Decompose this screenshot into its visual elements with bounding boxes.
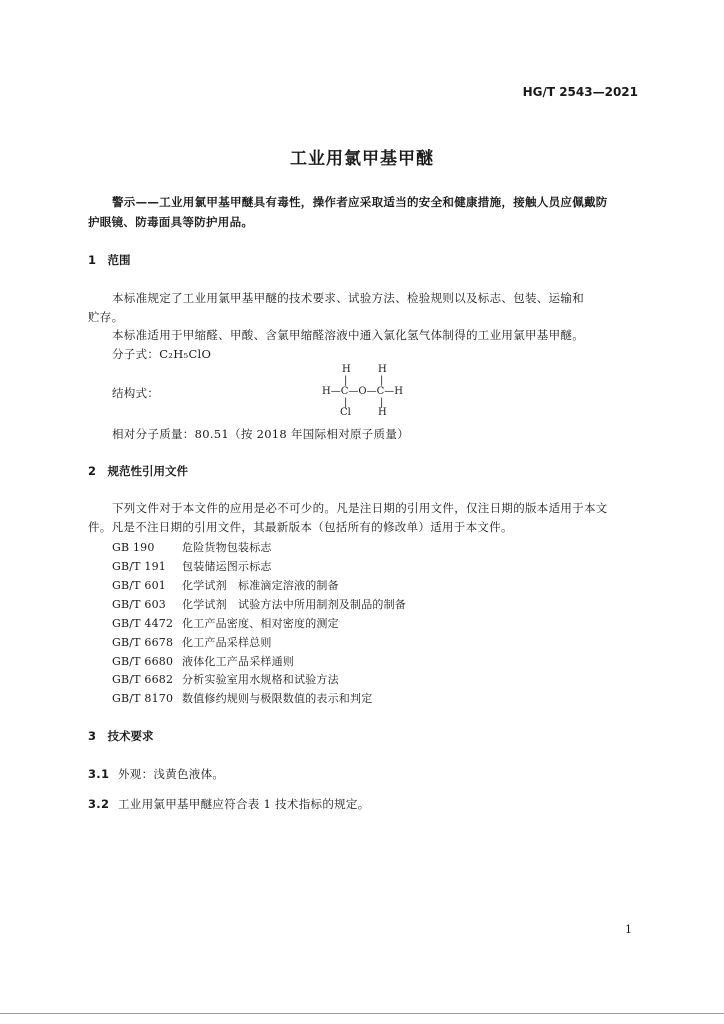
structure-bond-top-right: | — [380, 375, 384, 386]
refs-intro-line-2: 件。凡是不注日期的引用文件，其最新版本（包括所有的修改单）适用于本文件。 — [88, 520, 513, 534]
clause-text: 外观：浅黄色液体。 — [118, 767, 225, 781]
scope-para-1-line-2: 贮存。 — [88, 310, 124, 324]
reference-code: GB 190 — [112, 541, 155, 554]
clause-text: 工业用氯甲基甲醚应符合表 1 技术指标的规定。 — [118, 797, 370, 811]
reference-title: 化工产品密度、相对密度的测定 — [182, 617, 339, 630]
reference-code: GB/T 4472 — [112, 617, 174, 630]
reference-title: 化学试剂 试验方法中所用制剂及制品的制备 — [182, 598, 406, 611]
reference-title: 分析实验室用水规格和试验方法 — [182, 673, 339, 686]
reference-code: GB/T 191 — [112, 560, 167, 573]
structure-h-top-left: H — [342, 364, 351, 375]
reference-item — [112, 653, 294, 669]
reference-title: 化学试剂 标准滴定溶液的制备 — [182, 579, 339, 592]
structure-h-top-right: H — [378, 364, 387, 375]
reference-title: 液体化工产品采样通则 — [182, 655, 294, 668]
structure-cl: Cl — [340, 407, 351, 418]
reference-code: GB/T 6678 — [112, 636, 174, 649]
reference-item — [112, 690, 372, 706]
molecular-formula-line — [112, 346, 211, 362]
reference-code: GB/T 8170 — [112, 692, 174, 705]
molecular-mass: 相对分子质量：80.51（按 2018 年国际相对原子质量） — [112, 427, 409, 441]
reference-title: 数值修约规则与极限数值的表示和判定 — [182, 692, 373, 705]
section-2-heading: 2 规范性引用文件 — [88, 464, 189, 478]
molecular-formula-label: 分子式： — [112, 347, 160, 361]
section-1-heading: 1 范围 — [88, 253, 131, 267]
document-title: 工业用氯甲基甲醚 — [290, 149, 434, 169]
reference-title: 包装储运图示标志 — [182, 560, 272, 573]
reference-code: GB/T 603 — [112, 598, 167, 611]
warning-line-2: 护眼镜、防毒面具等防护用品。 — [88, 215, 254, 229]
structure-h-bottom-right: H — [378, 407, 387, 418]
clause-3-2 — [88, 796, 370, 812]
standard-number: HG/T 2543—2021 — [522, 85, 638, 99]
reference-item — [112, 596, 406, 612]
reference-code: GB/T 601 — [112, 579, 167, 592]
page-number: 1 — [625, 923, 632, 936]
structure-bond-top-left: | — [344, 375, 348, 386]
reference-title: 危险货物包装标志 — [182, 541, 272, 554]
scope-para-2: 本标准适用于甲缩醛、甲酸、含氯甲缩醛溶液中通入氯化氢气体制得的工业用氯甲基甲醚。 — [112, 328, 584, 342]
clause-number: 3.1 — [88, 767, 110, 781]
structure-main-chain: H—C—O—C—H — [322, 386, 403, 397]
clause-3-1 — [88, 766, 224, 782]
warning-line-1: 警示——工业用氯甲基甲醚具有毒性，操作者应采取适当的安全和健康措施，接触人员应佩戴防 — [112, 195, 608, 209]
molecular-formula: C₂H₅ClO — [159, 347, 212, 361]
structure-bond-bottom-left: | — [344, 397, 348, 408]
reference-item — [112, 539, 272, 555]
reference-item — [112, 558, 272, 574]
refs-intro-line-1: 下列文件对于本文件的应用是必不可少的。凡是注日期的引用文件，仅注日期的版本适用于本文 — [112, 501, 608, 515]
structure-label: 结构式： — [112, 386, 160, 400]
reference-title: 化工产品采样总则 — [182, 636, 272, 649]
reference-code: GB/T 6680 — [112, 655, 174, 668]
section-3-heading: 3 技术要求 — [88, 729, 154, 743]
structure-bond-bottom-right: | — [380, 397, 384, 408]
reference-item — [112, 615, 339, 631]
reference-item — [112, 671, 339, 687]
reference-code: GB/T 6682 — [112, 673, 174, 686]
reference-item — [112, 577, 339, 593]
reference-item — [112, 634, 272, 650]
structural-formula — [318, 364, 418, 420]
page-bottom-border — [0, 1013, 724, 1014]
scope-para-1-line-1: 本标准规定了工业用氯甲基甲醚的技术要求、试验方法、检验规则以及标志、包装、运输和 — [112, 291, 584, 305]
clause-number: 3.2 — [88, 797, 110, 811]
